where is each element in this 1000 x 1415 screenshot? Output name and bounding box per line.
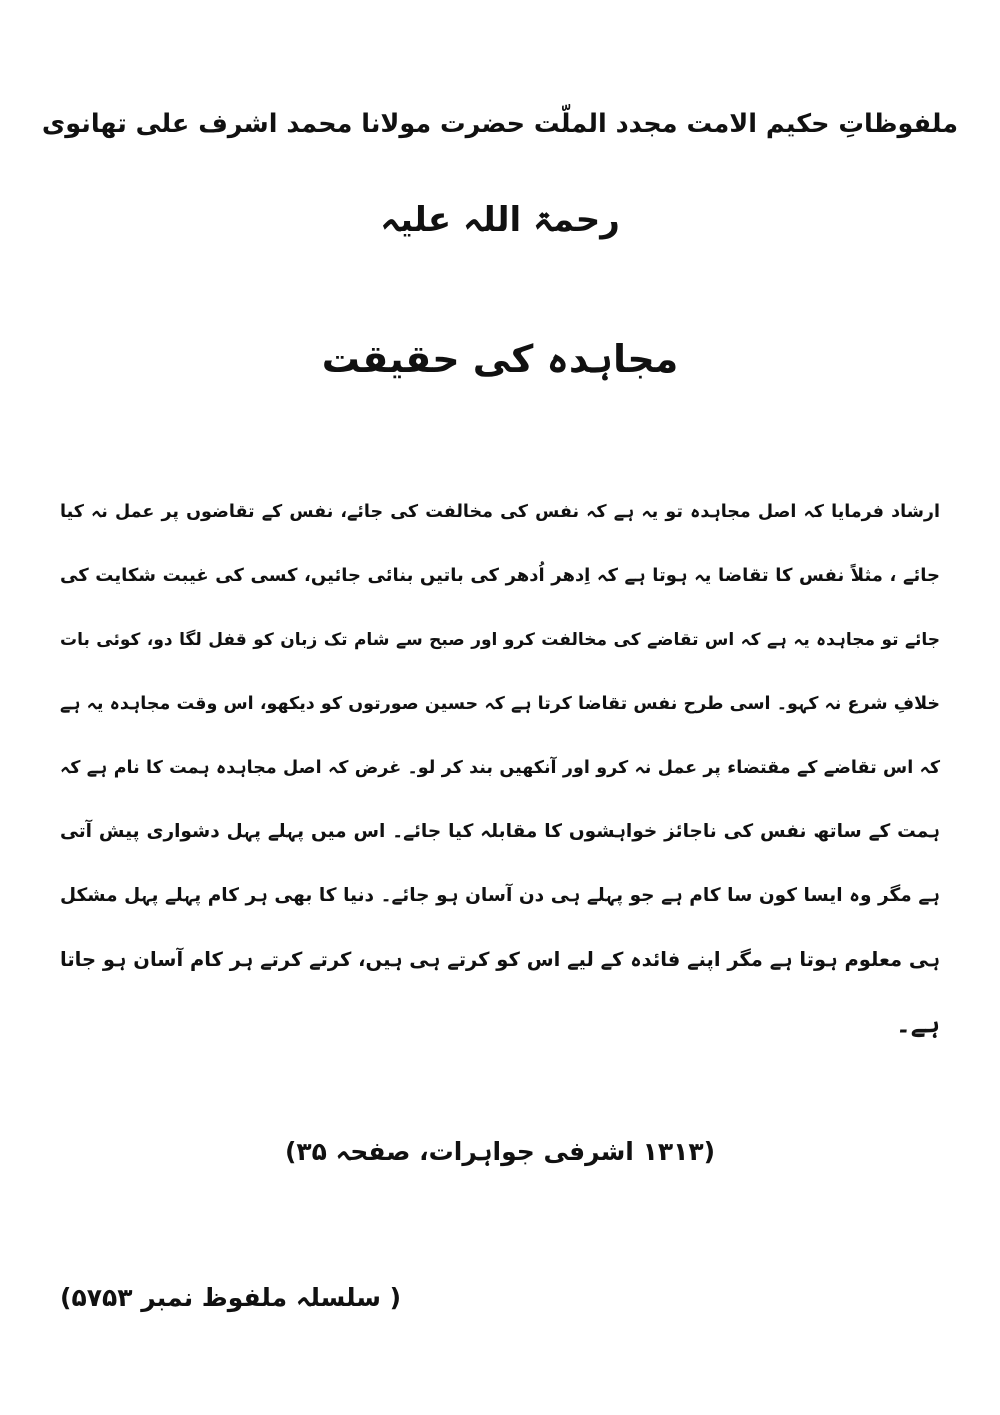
- body-line: کہ اس تقاضے کے مقتضاء پر عمل نہ کرو اور آنکھیں بند کر لو۔ غرض کہ اصل مجاہدہ ہمت کا نام ہے کہ: [60, 758, 940, 778]
- source-reference: (۱۳۱۳ اشرفی جواہرات، صفحہ ۳۵): [284, 1137, 716, 1166]
- series-number: ( سلسلہ ملفوظ نمبر ۵۷۵۳): [60, 1283, 402, 1312]
- document-title: ملفوظاتِ حکیم الامت مجدد الملّت حضرت مولانا محمد اشرف علی تھانوی: [41, 109, 959, 139]
- body-line: ہے۔: [896, 1009, 940, 1038]
- section-heading: مجاہدہ کی حقیقت: [321, 337, 679, 381]
- body-line: ہے مگر وہ ایسا کون سا کام ہے جو پہلے ہی دن آسان ہو جائے۔ دنیا کا بھی ہر کام پہلے پہل مشکل: [60, 885, 940, 906]
- document-subtitle: رحمۃ اللہ علیہ: [380, 200, 620, 240]
- body-line: خلافِ شرع نہ کہو۔ اسی طرح نفس تقاضا کرتا ہے کہ حسین صورتوں کو دیکھو، اس وقت مجاہدہ یہ ہے: [60, 694, 940, 714]
- body-paragraph: [60, 480, 940, 1056]
- body-line: ارشاد فرمایا کہ اصل مجاہدہ تو یہ ہے کہ نفس کی مخالفت کی جائے، نفس کے تقاضوں پر عمل نہ کیا: [60, 502, 940, 522]
- body-line: جائے ، مثلاً نفس کا تقاضا یہ ہوتا ہے کہ اِدھر اُدھر کی باتیں بنائی جائیں، کسی کی غیبت شکایت کی: [60, 565, 940, 586]
- body-line: جائے تو مجاہدہ یہ ہے کہ اس تقاضے کی مخالفت کرو اور صبح سے شام تک زبان کو قفل لگا دو، کوئی بات: [60, 630, 940, 650]
- body-line: ہمت کے ساتھ نفس کی ناجائز خواہشوں کا مقابلہ کیا جائے۔ اس میں پہلے پہل دشواری پیش آتی: [60, 821, 940, 842]
- body-line: ہی معلوم ہوتا ہے مگر اپنے فائدہ کے لیے اس کو کرتے ہی ہیں، کرتے کرتے ہر کام آسان ہو جاتا: [60, 948, 940, 971]
